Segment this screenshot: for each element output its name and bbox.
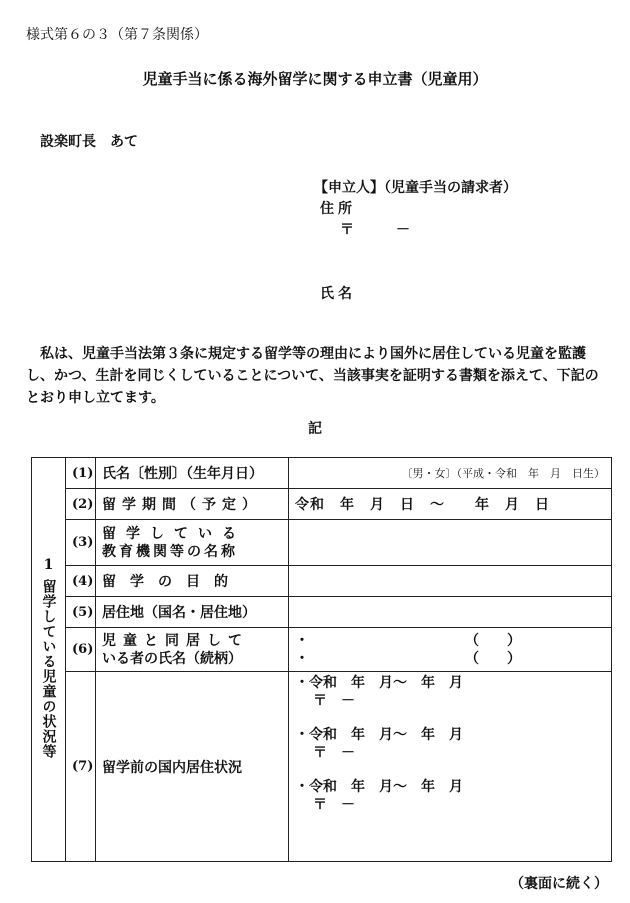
row-number: (3) [66,520,96,566]
row-number: (4) [66,566,96,597]
name-sex-dob-field[interactable] [289,458,612,489]
table-row [32,489,612,520]
study-period-label: 留学期間（予定） [96,489,289,520]
study-purpose-label: 留学の目的 [96,566,289,597]
applicant-heading: 【申立人】（児童手当の請求者） [314,180,517,196]
cohabitant-field[interactable] [289,628,612,672]
institution-name-label: 留学している 教育機関等の名称 [96,520,289,566]
status-table [31,457,612,862]
ki-heading: 記 [308,421,322,437]
row-number: (6) [66,628,96,672]
prior-residence-entry: ・令和 年 月～ 年 月 〒 － [295,727,463,761]
name-sex-dob-label: 氏名〔性別〕（生年月日） [96,458,289,489]
residence-label: 居住地（国名・居住地） [96,597,289,628]
prior-residence-entry: ・令和 年 月～ 年 月 〒 － [295,675,463,709]
postal-code-mark: 〒 － [340,222,410,238]
row-number: (1) [66,458,96,489]
table-row [32,672,612,862]
row-number: (7) [66,672,96,862]
form-number: 様式第６の３（第７条関係） [26,27,208,43]
residence-field[interactable] [289,597,612,628]
sex-dob-options: 〔男・女〕（平成・令和 年 月 日生） [401,467,605,480]
section-title: 留学している児童の状況等 [40,578,57,759]
statement-paragraph: 私は、児童手当法第３条に規定する留学等の理由により国外に居住している児童を監護し、かつ、生計を同じくしていることについて、当該事実を証明する書類を添えて、下記のとおり申し立てます。 [26,346,599,406]
study-period-field[interactable] [289,489,612,520]
prior-domestic-residence-label: 留学前の国内居住状況 [96,672,289,862]
table-row [32,520,612,566]
row-number: (5) [66,597,96,628]
addressee: 設楽町長 あて [40,134,138,150]
row-number: (2) [66,489,96,520]
table-row [32,597,612,628]
cohabitant-line: ・ （ ） [295,632,521,649]
document-title: 児童手当に係る海外留学に関する申立書（児童用） [142,70,488,88]
table-row [32,628,612,672]
prior-residence-entry: ・令和 年 月～ 年 月 〒 － [295,779,463,813]
continued-note: （裏面に続く） [510,876,608,892]
section-number: 1 [43,556,54,573]
institution-name-field[interactable] [289,520,612,566]
table-row [32,566,612,597]
prior-domestic-residence-field[interactable] [289,672,612,862]
address-label: 住所 [320,201,356,217]
cohabitant-label: 児童と同居して いる者の氏名（続柄） [96,628,289,672]
study-purpose-field[interactable] [289,566,612,597]
section-heading-cell [32,458,66,862]
cohabitant-line: ・ （ ） [295,650,521,667]
name-label: 氏名 [320,286,356,302]
table-row [32,458,612,489]
study-period-template: 令和 年 月 日 ～ 年 月 日 [295,497,550,513]
